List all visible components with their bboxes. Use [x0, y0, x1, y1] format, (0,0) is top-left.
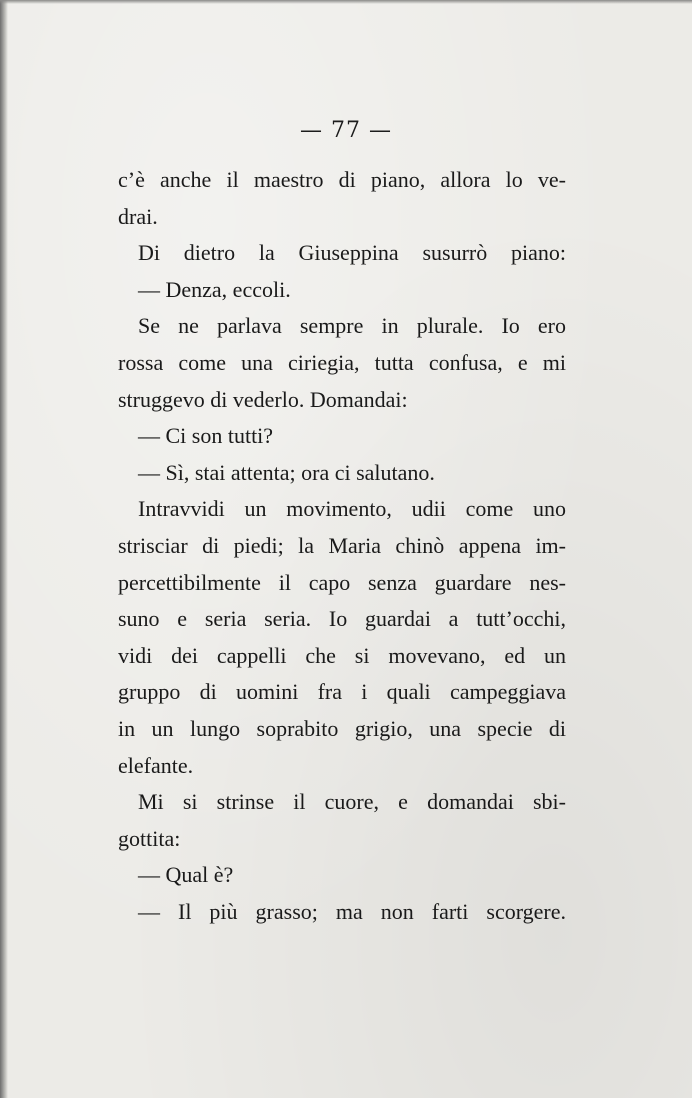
- page-binding-edge: [0, 0, 8, 1098]
- text-line: drai.: [118, 203, 158, 229]
- text-line: suno e seria seria. Io guardai a tutt’occhi,: [118, 606, 566, 632]
- text-line: — Il più grasso; ma non farti scorgere.: [138, 898, 566, 924]
- page-top-edge: [0, 0, 692, 4]
- text-line: c’è anche il maestro di piano, allora lo ve-: [118, 167, 566, 192]
- text-line: Di dietro la Giuseppina susurrò piano:: [138, 240, 566, 266]
- text-line: Se ne parlava sempre in plurale. Io ero: [138, 313, 566, 339]
- text-line: gruppo di uomini fra i quali campeggiava: [118, 679, 566, 705]
- text-line: — Denza, eccoli.: [138, 276, 291, 302]
- text-line: vidi dei cappelli che si movevano, ed un: [118, 642, 566, 668]
- text-line: gottita:: [118, 825, 181, 851]
- text-line: — Qual è?: [138, 862, 234, 888]
- text-line: elefante.: [118, 752, 194, 778]
- text-line: — Ci son tutti?: [138, 423, 274, 449]
- text-line: percettibilmente il capo senza guardare nes-: [118, 569, 566, 595]
- text-line: — Sì, stai attenta; ora ci salutano.: [138, 459, 435, 485]
- text-line: Intravvidi un movimento, udii come uno: [138, 496, 566, 522]
- page-number: — 77 —: [300, 118, 392, 143]
- text-line: in un lungo soprabito grigio, una specie di: [118, 715, 566, 741]
- text-line: Mi si strinse il cuore, e domandai sbi-: [138, 789, 566, 815]
- text-line: rossa come una ciriegia, tutta confusa, e mi: [118, 349, 566, 375]
- text-line: strisciar di piedi; la Maria chinò appena im-: [118, 532, 566, 558]
- text-line: struggevo di vederlo. Domandai:: [118, 386, 408, 412]
- body-text: [118, 162, 566, 930]
